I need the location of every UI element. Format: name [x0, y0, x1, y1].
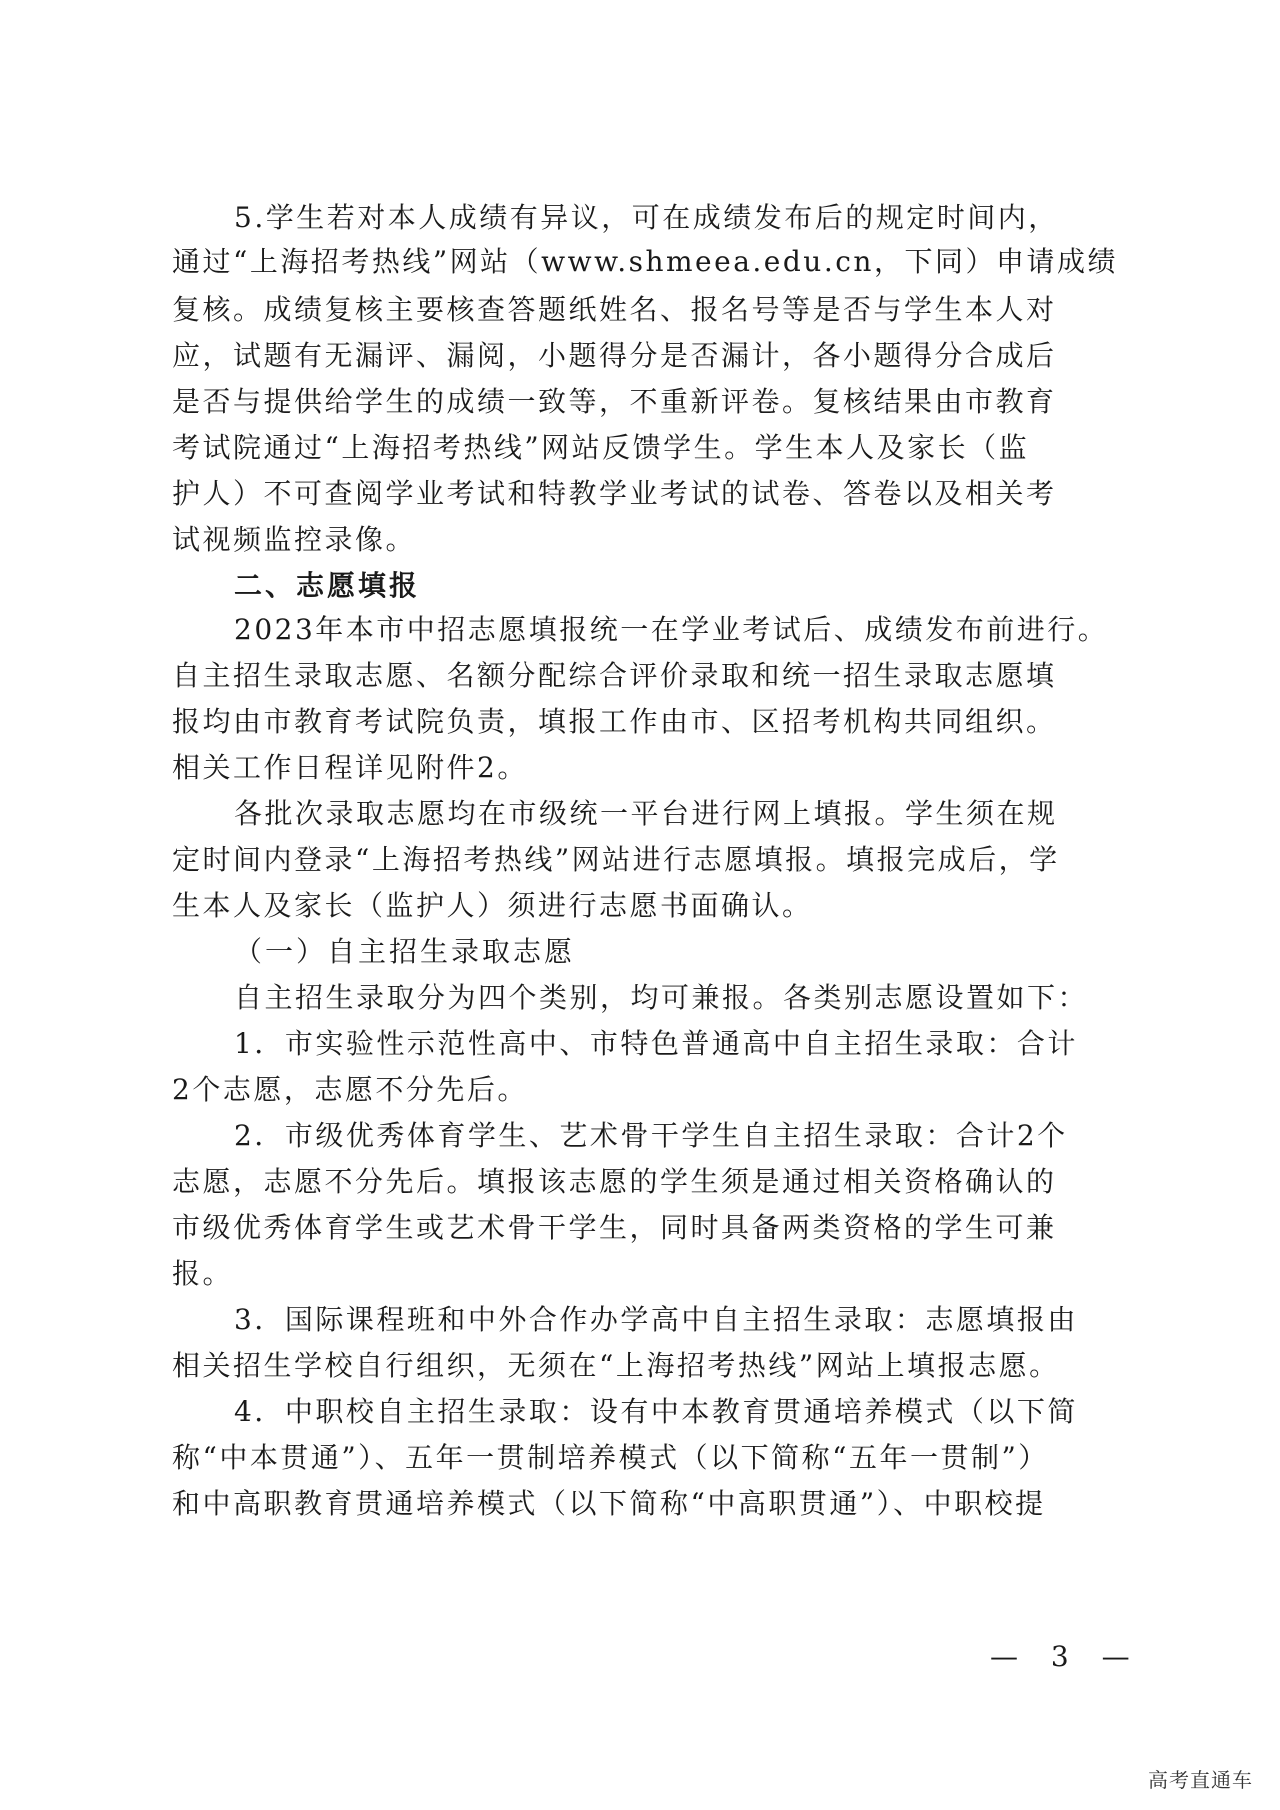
paragraph-line: 相关招生学校自行组织，无须在“上海招考热线”网站上填报志愿。: [172, 1349, 1060, 1382]
paragraph-line: 定时间内登录“上海招考热线”网站进行志愿填报。填报完成后，学: [172, 843, 1060, 876]
page-number: — 3 —: [990, 1640, 1142, 1673]
section-heading: 二、志愿填报: [234, 569, 421, 602]
paragraph-line: 报均由市教育考试院负责，填报工作由市、区招考机构共同组织。: [172, 705, 1057, 738]
paragraph-line: 3．国际课程班和中外合作办学高中自主招生录取：志愿填报由: [234, 1303, 1078, 1336]
paragraph-line: 市级优秀体育学生或艺术骨干学生，同时具备两类资格的学生可兼: [172, 1211, 1057, 1244]
paragraph-line: 称“中本贯通”）、五年一贯制培养模式（以下简称“五年一贯制”）: [172, 1441, 1049, 1474]
paragraph-line: 相关工作日程详见附件2。: [172, 751, 528, 784]
paragraph-line: 报。: [172, 1257, 234, 1290]
paragraph-line: 通过“上海招考热线”网站（www.shmeea.edu.cn，下同）申请成绩: [172, 245, 1118, 278]
paragraph-line: 是否与提供给学生的成绩一致等，不重新评卷。复核结果由市教育: [172, 385, 1057, 418]
paragraph-line: 4．中职校自主招生录取：设有中本教育贯通培养模式（以下简: [234, 1395, 1078, 1428]
paragraph-line: 志愿，志愿不分先后。填报该志愿的学生须是通过相关资格确认的: [172, 1165, 1057, 1198]
watermark: 高考直通车: [1148, 1768, 1253, 1792]
paragraph-line: 应，试题有无漏评、漏阅，小题得分是否漏计，各小题得分合成后: [172, 339, 1057, 372]
paragraph-line: 考试院通过“上海招考热线”网站反馈学生。学生本人及家长（监: [172, 431, 1030, 464]
paragraph-line: 2023年本市中招志愿填报统一在学业考试后、成绩发布前进行。: [234, 613, 1109, 646]
paragraph-line: 复核。成绩复核主要核查答题纸姓名、报名号等是否与学生本人对: [172, 293, 1057, 326]
paragraph-line: 试视频监控录像。: [172, 523, 417, 556]
paragraph-line: 和中高职教育贯通培养模式（以下简称“中高职贯通”）、中职校提: [172, 1487, 1046, 1520]
paragraph-line: 各批次录取志愿均在市级统一平台进行网上填报。学生须在规: [234, 797, 1058, 830]
paragraph-line: 5.学生若对本人成绩有异议，可在成绩发布后的规定时间内，: [234, 201, 1059, 234]
paragraph-line: 1．市实验性示范性高中、市特色普通高中自主招生录取：合计: [234, 1027, 1078, 1060]
paragraph-line: 自主招生录取志愿、名额分配综合评价录取和统一招生录取志愿填: [172, 659, 1057, 692]
paragraph-line: 生本人及家长（监护人）须进行志愿书面确认。: [172, 889, 813, 922]
paragraph-line: 护人）不可查阅学业考试和特教学业考试的试卷、答卷以及相关考: [172, 477, 1057, 510]
paragraph-line: 2个志愿，志愿不分先后。: [172, 1073, 528, 1106]
subsection-heading: （一）自主招生录取志愿: [234, 935, 576, 968]
paragraph-line: 自主招生录取分为四个类别，均可兼报。各类别志愿设置如下：: [234, 981, 1089, 1014]
paragraph-line: 2．市级优秀体育学生、艺术骨干学生自主招生录取：合计2个: [234, 1119, 1068, 1152]
